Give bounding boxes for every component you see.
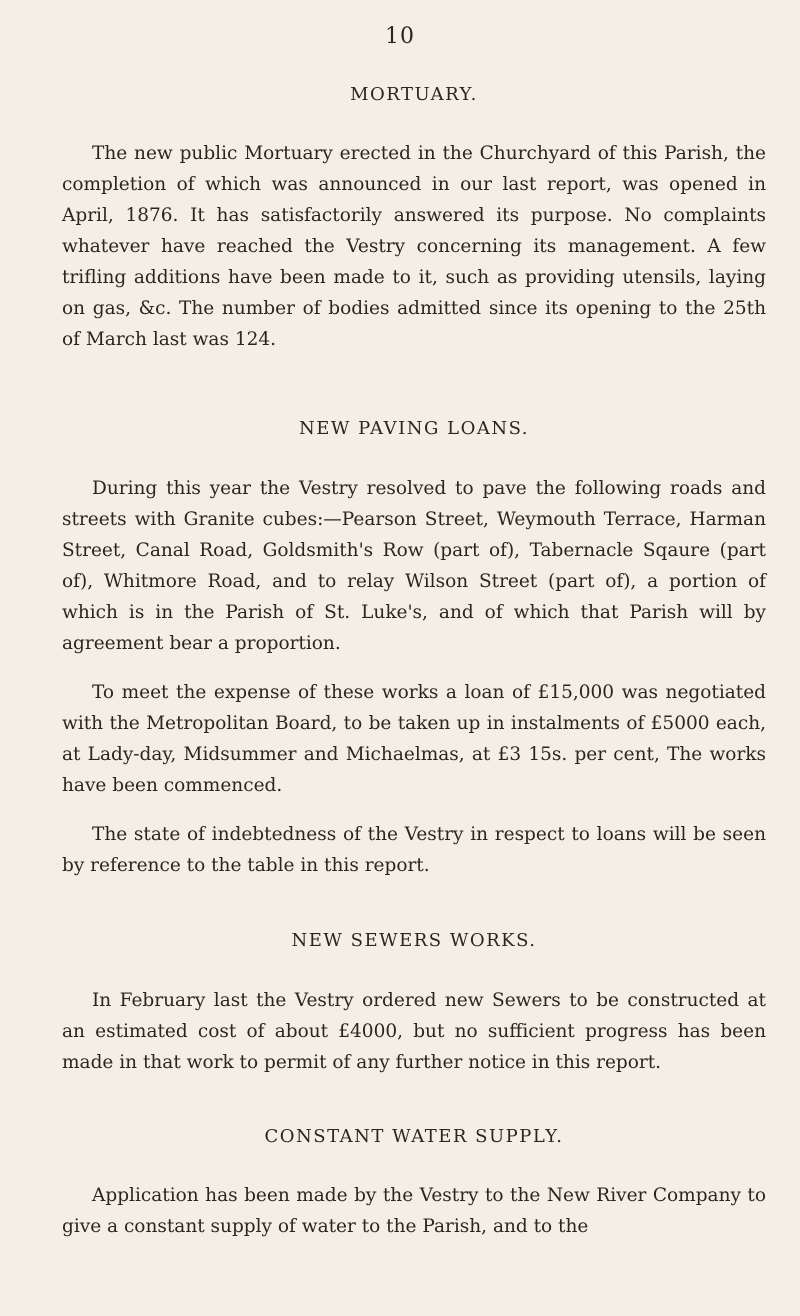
paragraph-sewers-1: In February last the Vestry ordered new Sewers to be constructed at an estimated cost of about £4000, but no sufficient progress has been made in that work to permit of any further notice in this report.	[62, 990, 766, 1073]
paragraph-mortuary-1: The new public Mortuary erected in the Churchyard of this Parish, the completion of which was announced in our last report, was opened in April, 1876. It has satisfactorily answered its purpose. No complaints whatever have reached the Vestry concerning its management. A few trifling additions have been made to it, such as providing utensils, laying on gas, &c. The number of bodies admitted since its opening to the 25th of March last was 124.	[62, 143, 766, 350]
section-heading-constant-water-supply: CONSTANT WATER SUPPLY.	[264, 1126, 564, 1147]
paragraph-paving-3: The state of indebtedness of the Vestry in respect to loans will be seen by reference to the table in this report.	[62, 824, 766, 876]
section-heading-new-sewers-works: NEW SEWERS WORKS.	[291, 930, 537, 951]
section-new-paving-loans	[62, 418, 766, 881]
section-heading-new-paving-loans: NEW PAVING LOANS.	[298, 418, 529, 439]
section-heading-mortuary: MORTUARY.	[350, 84, 478, 105]
paragraph-water-1: Application has been made by the Vestry to the New River Company to give a constant supply of water to the Parish, and to the	[62, 1185, 766, 1237]
section-new-sewers-works	[62, 930, 766, 1078]
section-mortuary	[62, 84, 766, 355]
section-constant-water-supply	[62, 1126, 766, 1242]
paragraph-paving-2: To meet the expense of these works a loan of £15,000 was negotiated with the Metropolitan Board, to be taken up in instalments of £5000 each, at Lady-day, Midsummer and Michaelmas, at £3 15s. per cent, The works have been commenced.	[62, 682, 766, 796]
paragraph-paving-1: During this year the Vestry resolved to pave the following roads and streets with Granite cubes:—Pearson Street, Weymouth Terrace, Harman Street, Canal Road, Goldsmith's Row (part of), Tabernacle Sqaure (part of), Whitmore Road, and to relay Wilson Street (part of), a portion of which is in the Parish of St. Luke's, and of which that Parish will by agreement bear a proportion.	[62, 478, 766, 654]
page-number: 10	[385, 24, 415, 49]
